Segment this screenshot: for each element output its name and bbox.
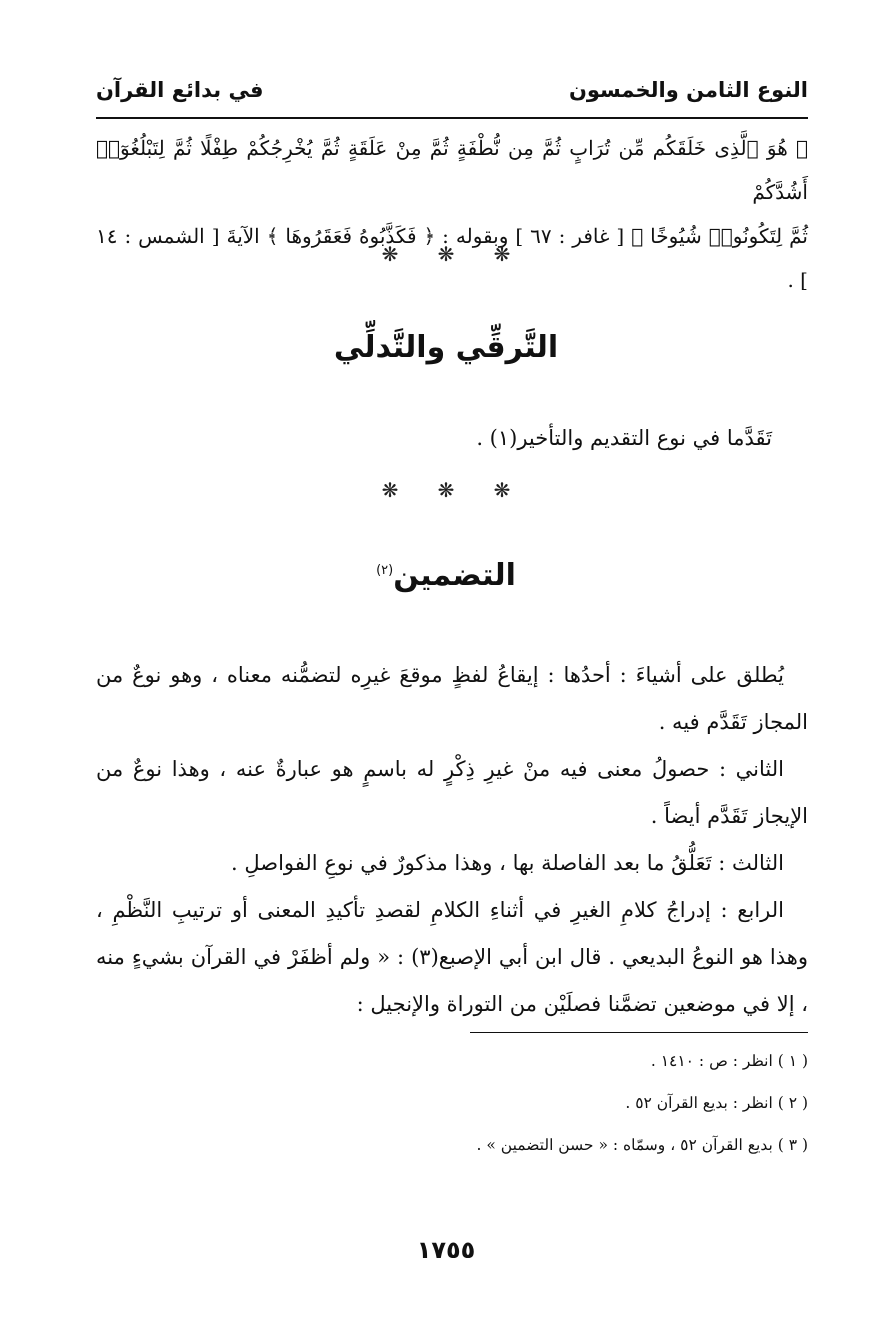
separator-star-icon: ❋ <box>381 242 399 266</box>
footnote-1: ( ١ ) انظر : ص : ١٤١٠ . <box>650 1052 808 1070</box>
section-heading-text: التَّرقِّي والتَّدلِّي <box>333 330 559 365</box>
chapter-title: النوع الثامن والخمسون <box>568 78 808 102</box>
paragraph-second: الثاني : حصولُ معنى فيه منْ غيرِ ذِكْرٍ له باسمٍ هو عبارةٌ عنه ، وهذا نوعٌ من الإيجاز تَقَدَّم أيضاً . <box>96 757 808 828</box>
separator-star-icon: ❋ <box>437 478 455 502</box>
paragraph-fourth: الرابع : إدراجُ كلامِ الغيرِ في أثناءِ الكلامِ لقصدِ تأكيدِ المعنى أو ترتيبِ النَّظْمِ ، وهذا هو النوعُ البديعي . قال ابن أبي الإصبع(٣) : « ولم أظفَرْ في القرآن بشيءٍ منه ، إلا في موضعين تضمَّنا فصلَيْن من التوراة والإنجيل : <box>96 898 808 1016</box>
footnote-2: ( ٢ ) انظر : بديع القرآن ٥٢ . <box>625 1094 808 1112</box>
page-number: ١٧٥٥ <box>416 1236 476 1264</box>
paragraph-third: الثالث : تَعَلُّقُ ما بعد الفاصلة بها ، وهذا مذكورٌ في نوعِ الفواصلِ . <box>231 851 784 875</box>
header-divider <box>96 117 808 119</box>
verse-line-2: ثُمَّ لِتَكُونُوا۟ شُيُوخًا ﴾ [ غافر : ٦٧ ] وبقوله : ﴿ فَكَذَّبُوهُ فَعَقَرُوهَا ﴾ الآيةَ [ الشمس : ١٤ ] . <box>96 224 809 292</box>
footnote-ref: (٢) <box>376 563 394 578</box>
section-separator-2 <box>0 478 892 502</box>
footnote-divider <box>470 1032 808 1033</box>
book-title: في بدائع القرآن <box>96 78 264 102</box>
section-heading-taraqqi <box>0 330 892 365</box>
section-heading-tadmin <box>0 558 892 593</box>
section-separator-1 <box>0 242 892 266</box>
section-text-taraqqi: تَقَدَّما في نوع التقديم والتأخير(١) . <box>476 426 772 450</box>
separator-star-icon: ❋ <box>493 478 511 502</box>
verse-line-1: ﴿ هُوَ ٱلَّذِى خَلَقَكُم مِّن تُرَابٍ ثُمَّ مِن نُّطْفَةٍ ثُمَّ مِنْ عَلَقَةٍ ثُمَّ يُخْرِجُكُمْ طِفْلًا ثُمَّ لِتَبْلُغُوٓا۟ أَشُدَّكُمْ <box>96 136 808 204</box>
section-heading-text: التضمين <box>393 558 516 593</box>
separator-star-icon: ❋ <box>437 242 455 266</box>
running-header <box>96 70 808 110</box>
quran-verse-block <box>96 126 808 302</box>
footnote-3: ( ٣ ) بديع القرآن ٥٢ ، وسمّاه : « حسن التضمين » . <box>476 1136 808 1154</box>
separator-star-icon: ❋ <box>381 478 399 502</box>
separator-star-icon: ❋ <box>493 242 511 266</box>
paragraph-first: يُطلق على أشياءَ : أحدُها : إيقاعُ لفظٍ موقعَ غيرِه لتضمُّنه معناه ، وهو نوعٌ من المجاز تَقَدَّم فيه . <box>96 663 808 734</box>
